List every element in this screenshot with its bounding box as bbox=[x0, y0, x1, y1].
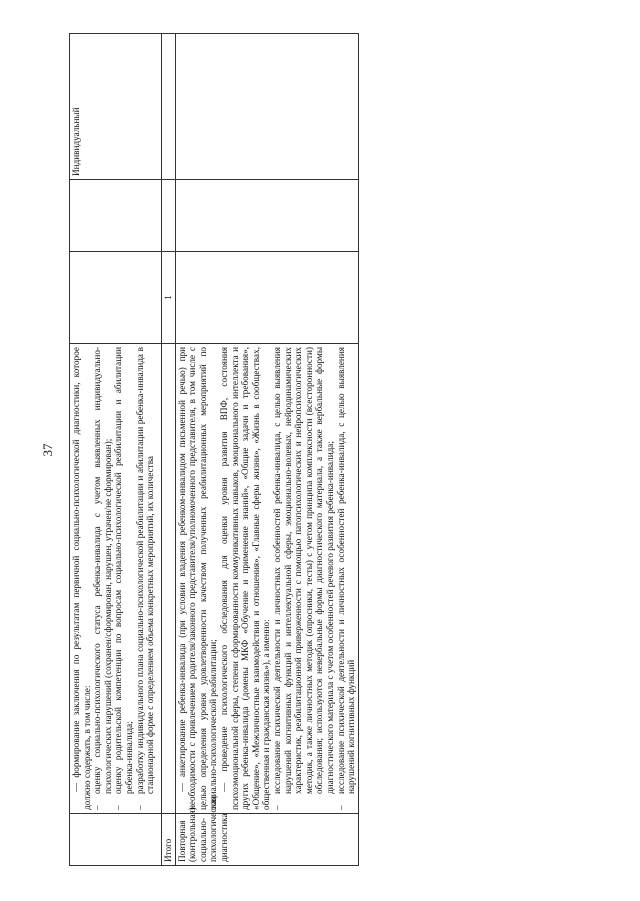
list-item bbox=[92, 347, 113, 810]
paragraph-text: проведение психологического обследования для оценки уровня развития ВПФ, состояния психоэмоциональной сферы, степени сформированности коммуникативных навыков, эмоционального интеллекта и других ребенка-инвалида (домены МКФ «Обучение и применение знаний», «Общие задачи и требования», «Общение», «Межличностные взаимодействия и отношения», «Главные сферы жизни», «Жизнь в сообществах, общественная и гражданская жизнь»), а именно: bbox=[218, 346, 272, 810]
list-item-text: оценку социально-психологического статуса ребенка-инвалида с учетом выявленных индивидуально-психологических нарушений (сохранен/сформирован, нарушен, утрачен/не сформирован); bbox=[92, 347, 113, 794]
repeat-content bbox=[175, 344, 358, 814]
table-row bbox=[70, 34, 162, 866]
total-empty bbox=[162, 180, 176, 252]
services-table bbox=[69, 33, 359, 866]
total-type bbox=[162, 34, 176, 180]
repeat-label: Повторная (контрольная) социально-психологическая диагностика bbox=[175, 814, 358, 866]
paragraph bbox=[219, 347, 272, 810]
list-item-text: исследование психической деятельности и личностных особенностей ребенка-инвалида, с целью выявления нарушений когнитивных функций и интеллектуальной сферы, эмоционально-волевых, нейродинамических характеристик, реабилитационной приверженности с помощью патопсихологических и нейропсихологических методик, а также личностных методик (опросники, тесты) с учетом принципа комплексности (всесторонности) обследования; используются невербальные формы диагностического материала, а также вербальные формы диагностического материала с учетом особенностей речевого развития ребенка-инвалида; bbox=[271, 347, 335, 794]
list-item bbox=[272, 347, 336, 810]
intro-dash: — bbox=[71, 782, 81, 792]
total-label: Итого bbox=[162, 814, 176, 866]
rotated-table bbox=[69, 34, 357, 866]
list-dash: – bbox=[92, 805, 103, 810]
total-content bbox=[162, 344, 176, 814]
list-item bbox=[135, 347, 156, 810]
cell-count bbox=[70, 252, 162, 344]
total-count: 1 bbox=[162, 252, 176, 344]
cell-content bbox=[70, 344, 162, 814]
page-number: 37 bbox=[40, 443, 55, 457]
list-dash: – bbox=[271, 805, 282, 810]
list-item-text: разработку индивидуального плана социально-психологической реабилитации и абилитации ребенка-инвалида в стационарной форме с определением объема конкретных мероприятий, их количества bbox=[134, 347, 156, 794]
list-item-text: оценку родительской компетенции по вопросам социально-психологической реабилитации и абилитации ребенка-инвалида; bbox=[113, 347, 134, 794]
paragraph-dash: — bbox=[176, 782, 187, 792]
repeat-count bbox=[175, 252, 358, 344]
list-dash: – bbox=[335, 805, 346, 810]
paragraph-dash: — bbox=[218, 782, 229, 792]
intro-paragraph bbox=[71, 347, 92, 810]
list-dash: – bbox=[113, 805, 124, 810]
intro-text: формирование заключения по результатам первичной социально-психологической диагностики, которое должно содержать, в том числе: bbox=[71, 347, 92, 810]
cell-empty bbox=[70, 180, 162, 252]
list-dash: – bbox=[134, 805, 145, 810]
list-item bbox=[113, 347, 134, 810]
repeat-type bbox=[175, 34, 358, 180]
paragraph bbox=[177, 347, 219, 810]
list-item bbox=[336, 347, 357, 810]
cell-stage bbox=[70, 814, 162, 866]
table-row bbox=[162, 34, 176, 866]
paragraph-text: анкетирование ребенка-инвалида (при условии владения ребенком-инвалидом письменной речью) при необходимости с привлечением родителя/законного представителя/уполномоченного представителя, в том числе с целью определения уровня удовлетворенности качеством полученных реабилитационных мероприятий по социально-психологической реабилитации; bbox=[176, 346, 219, 810]
table-row bbox=[175, 34, 358, 866]
table-frame bbox=[69, 34, 357, 866]
repeat-empty bbox=[175, 180, 358, 252]
cell-type: Индивидуальный bbox=[70, 34, 162, 180]
list-item-text: исследование психической деятельности и личностных особенностей ребенка-инвалида, с целью выявления нарушений когнитивных функций bbox=[335, 347, 357, 794]
